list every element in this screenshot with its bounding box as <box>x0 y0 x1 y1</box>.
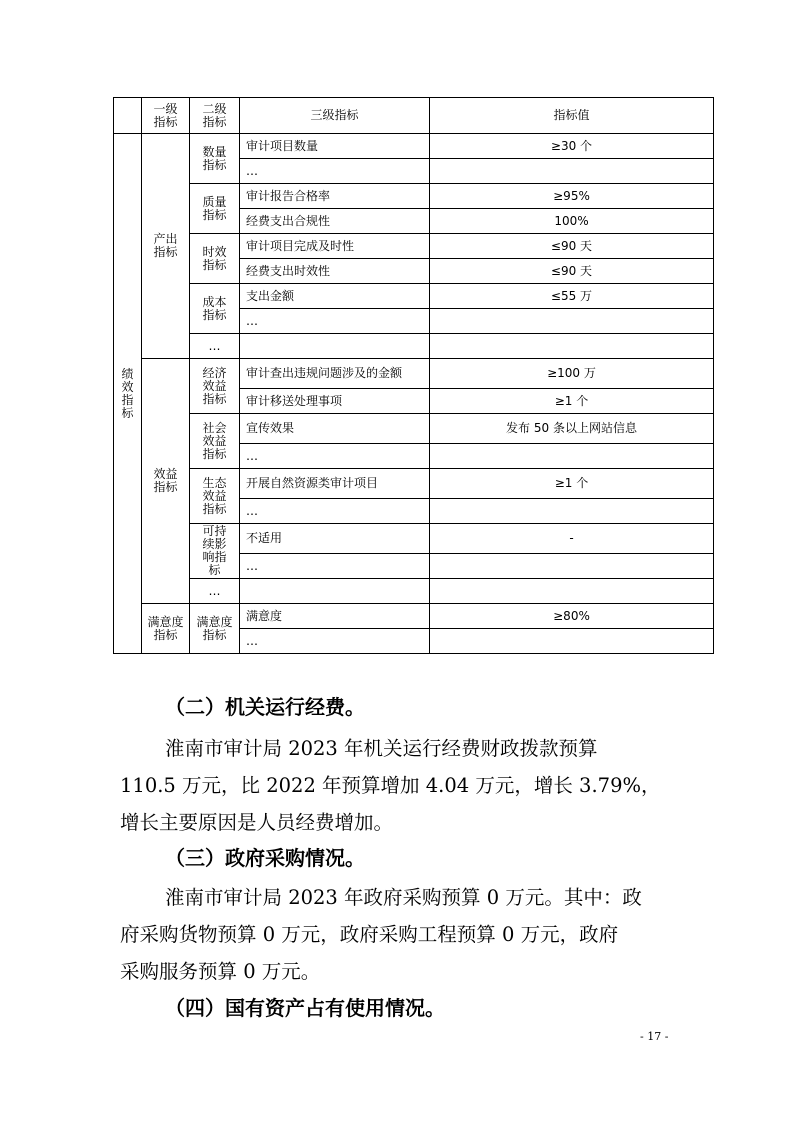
value-cell <box>430 629 714 654</box>
category-cell: 绩 效 指 标 <box>114 134 142 654</box>
indicator-cell: 审计移送处理事项 <box>240 389 430 414</box>
indicator-cell: 不适用 <box>240 524 430 554</box>
paragraph-line: 府采购货物预算 0 万元，政府采购工程预算 0 万元，政府 <box>120 923 619 946</box>
header-level2: 二级 指标 <box>190 98 240 134</box>
value-cell: ≥95% <box>430 184 714 209</box>
table-row <box>114 414 714 444</box>
level2-cell: 满意度 指标 <box>190 604 240 654</box>
value-cell: ≥30 个 <box>430 134 714 159</box>
value-cell: - <box>430 524 714 554</box>
indicator-cell: 审计报告合格率 <box>240 184 430 209</box>
indicator-cell <box>240 579 430 604</box>
level2-cell: 经济 效益 指标 <box>190 359 240 414</box>
value-cell: 发布 50 条以上网站信息 <box>430 414 714 444</box>
header-level3: 三级指标 <box>240 98 430 134</box>
performance-indicator-table <box>113 97 714 654</box>
page-number: - 17 - <box>640 1030 669 1043</box>
value-cell <box>430 554 714 579</box>
indicator-cell: 宣传效果 <box>240 414 430 444</box>
table-row <box>114 469 714 499</box>
paragraph-line: 110.5 万元，比 2022 年预算增加 4.04 万元，增长 3.79%， <box>120 774 661 797</box>
table-header-row <box>114 98 714 134</box>
paragraph-line: 采购服务预算 0 万元。 <box>120 960 321 983</box>
indicator-cell: 支出金额 <box>240 284 430 309</box>
level2-cell: 社会 效益 指标 <box>190 414 240 469</box>
indicator-cell: 满意度 <box>240 604 430 629</box>
level2-cell: … <box>190 334 240 359</box>
indicator-cell: … <box>240 159 430 184</box>
header-value: 指标值 <box>430 98 714 134</box>
table-row <box>114 184 714 209</box>
paragraph-line: 淮南市审计局 2023 年机关运行经费财政拨款预算 <box>165 737 598 760</box>
value-cell <box>430 309 714 334</box>
level2-cell: 时效 指标 <box>190 234 240 284</box>
paragraph-line: 增长主要原因是人员经费增加。 <box>120 811 394 834</box>
value-cell: ≤90 天 <box>430 259 714 284</box>
level1-cell: 产出 指标 <box>142 134 190 359</box>
level1-cell: 满意度 指标 <box>142 604 190 654</box>
paragraph-line: 淮南市审计局 2023 年政府采购预算 0 万元。其中：政 <box>165 886 642 909</box>
indicator-cell: 审计项目数量 <box>240 134 430 159</box>
indicator-cell: 审计查出违规问题涉及的金额 <box>240 359 430 389</box>
level2-cell: 数量 指标 <box>190 134 240 184</box>
table-row <box>114 284 714 309</box>
value-cell: ≤55 万 <box>430 284 714 309</box>
header-level1: 一级 指标 <box>142 98 190 134</box>
value-cell: ≥80% <box>430 604 714 629</box>
section-heading-government-procurement: （三）政府采购情况。 <box>165 846 365 870</box>
value-cell: ≥100 万 <box>430 359 714 389</box>
value-cell <box>430 159 714 184</box>
indicator-cell <box>240 334 430 359</box>
table-row <box>114 579 714 604</box>
value-cell: ≥1 个 <box>430 469 714 499</box>
indicator-cell: 开展自然资源类审计项目 <box>240 469 430 499</box>
table-row <box>114 524 714 554</box>
indicator-cell: 经费支出合规性 <box>240 209 430 234</box>
value-cell: 100% <box>430 209 714 234</box>
value-cell: ≥1 个 <box>430 389 714 414</box>
level2-cell: … <box>190 579 240 604</box>
level1-cell: 效益 指标 <box>142 359 190 604</box>
section-heading-operating-expenses: （二）机关运行经费。 <box>165 695 365 719</box>
indicator-cell: 审计项目完成及时性 <box>240 234 430 259</box>
level2-cell: 质量 指标 <box>190 184 240 234</box>
value-cell: ≤90 天 <box>430 234 714 259</box>
table-row <box>114 359 714 389</box>
value-cell <box>430 334 714 359</box>
indicator-cell: … <box>240 629 430 654</box>
indicator-cell: … <box>240 444 430 469</box>
level2-cell: 可持 续影 响指 标 <box>190 524 240 579</box>
value-cell <box>430 579 714 604</box>
indicator-cell: … <box>240 499 430 524</box>
level2-cell: 生态 效益 指标 <box>190 469 240 524</box>
level2-cell: 成本 指标 <box>190 284 240 334</box>
header-blank-cell <box>114 98 142 134</box>
table-row <box>114 134 714 159</box>
indicator-cell: … <box>240 309 430 334</box>
indicator-cell: … <box>240 554 430 579</box>
table-row <box>114 334 714 359</box>
value-cell <box>430 444 714 469</box>
indicator-cell: 经费支出时效性 <box>240 259 430 284</box>
section-heading-state-assets: （四）国有资产占有使用情况。 <box>165 996 445 1020</box>
value-cell <box>430 499 714 524</box>
table-row <box>114 234 714 259</box>
table-row <box>114 604 714 629</box>
